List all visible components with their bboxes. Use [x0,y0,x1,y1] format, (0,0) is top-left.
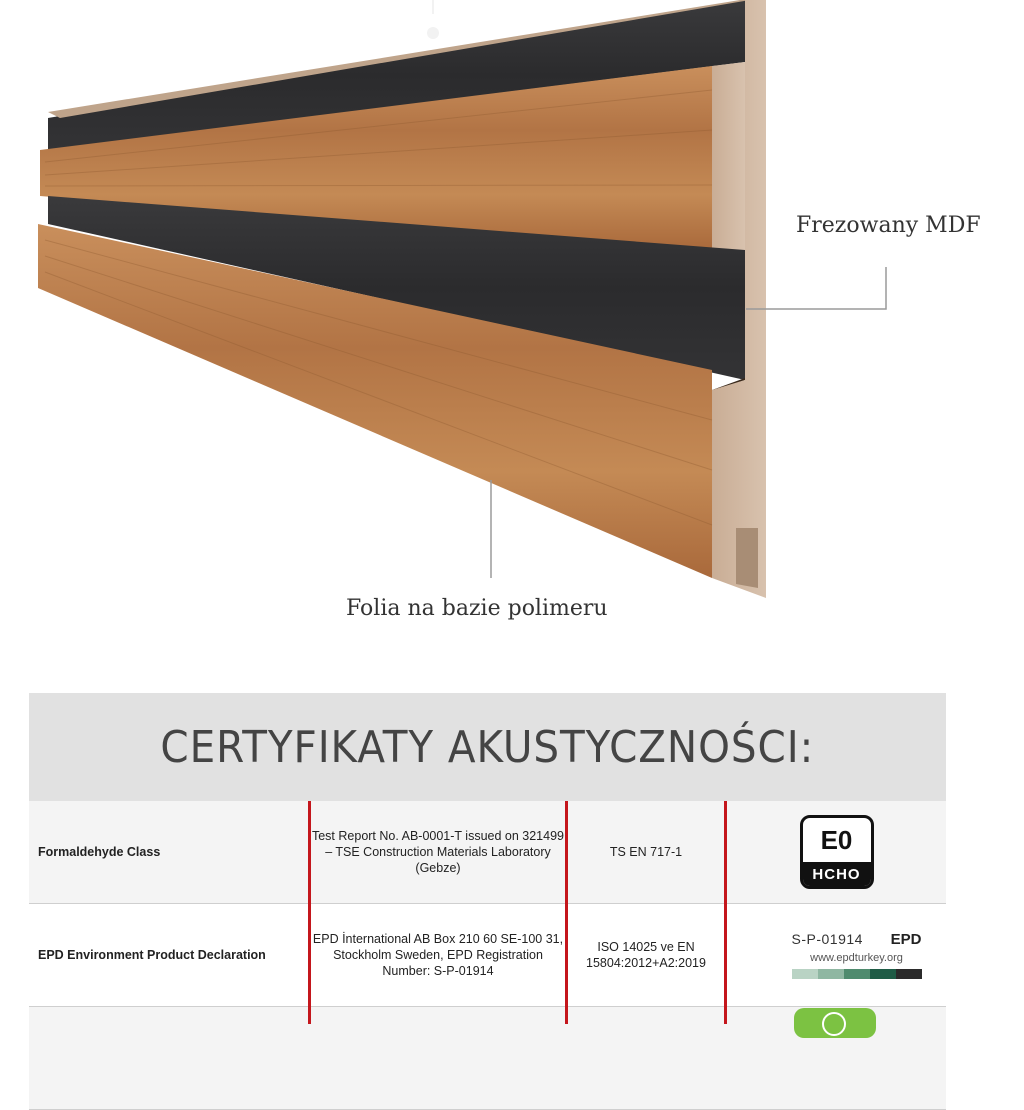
certificate-report: EPD İnternational AB Box 210 60 SE-100 31, Stockholm Sweden, EPD Registration Number: S-P-01914 [312,932,564,978]
callout-foil-label: Folia na bazie polimeru [346,596,608,621]
epd-url: www.epdturkey.org [810,952,903,964]
epd-stripe [818,969,844,979]
e0-badge-label: E0 [820,824,853,855]
table-row [29,801,946,904]
certificate-report: Test Report No. AB-0001-T issued on 321499 – TSE Construction Materials Laboratory (Gebze) [311,829,564,875]
certificates-section [29,693,946,1024]
certificate-logo-cell [727,801,946,903]
epd-logo-icon [792,931,922,979]
epd-stripe [896,969,922,979]
certificate-standard: ISO 14025 ve EN 15804:2012+A2:2019 [586,940,706,970]
hcho-badge-label: HCHO [803,862,871,886]
table-row [29,904,946,1007]
certificate-name: Formaldehyde Class [38,845,161,859]
eco-leaf-icon [822,1012,846,1036]
epd-stripe [792,969,818,979]
certificates-heading: CERTYFIKATY AKUSTYCZNOŚCI: [160,721,815,773]
column-divider [308,801,311,1024]
column-divider [565,801,568,1024]
callout-mdf-label: Frezowany MDF [796,213,981,238]
certificate-logo-cell [727,904,946,1006]
epd-stripe [844,969,870,979]
certificates-table [29,801,946,1110]
epd-stripe [870,969,896,979]
certificate-name: EPD Environment Product Declaration [38,948,266,962]
column-divider [724,801,727,1024]
epd-mark: EPD [890,931,922,948]
epd-color-stripes [792,969,922,979]
e0-hcho-badge-icon [800,815,874,889]
certificate-standard: TS EN 717-1 [609,845,683,859]
green-eco-badge-icon [794,1008,876,1038]
epd-registration-number: S-P-01914 [791,931,863,947]
certificates-heading-bar [29,693,946,801]
